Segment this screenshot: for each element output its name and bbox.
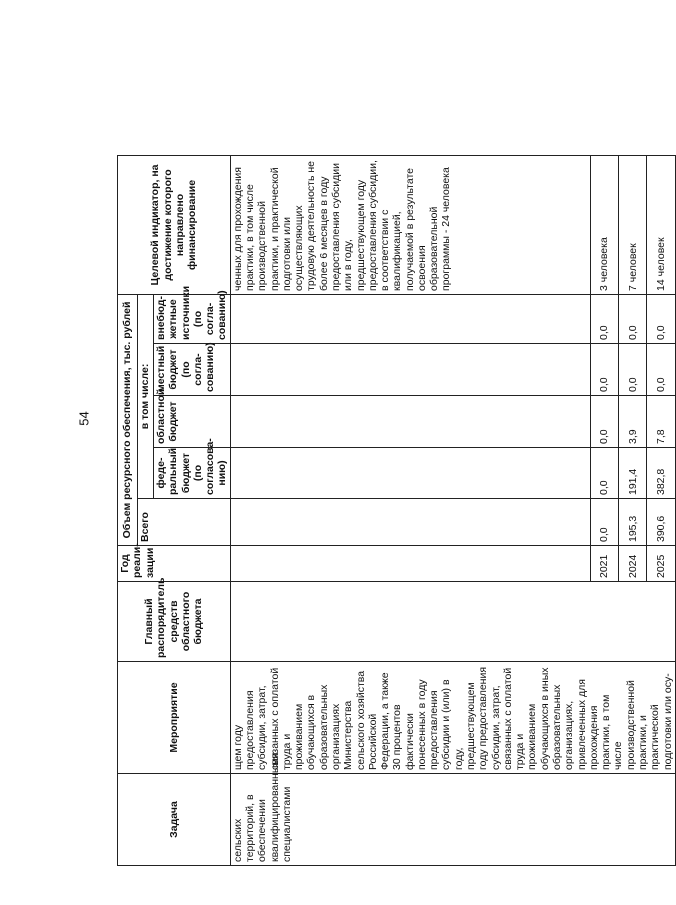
total-cell: 0,0: [590, 499, 618, 546]
header-total: Всего: [138, 499, 231, 546]
empty-federal-cell: [230, 448, 590, 499]
header-year: Год реали-зации: [118, 546, 231, 582]
header-funding: Объем ресурсного обеспечения, тыс. рублей: [118, 294, 138, 545]
header-task: Задача: [118, 774, 231, 866]
local-cell: 0,0: [590, 344, 618, 396]
header-including: в том числе:: [138, 294, 154, 498]
indicator-cell: 14 человек: [647, 155, 675, 294]
indicator-cell: 3 человека: [590, 155, 618, 294]
total-cell: 195,3: [619, 499, 647, 546]
extra-cell: 0,0: [647, 294, 675, 343]
rotated-table-container: [117, 156, 674, 866]
event-text: щем году предоставления субсидии, затрат, связанных с оплатой труда и проживанием обучающихся в образовательных организациях Министерства сельского хозяйства Российской Федерации, а также 30 процентов фактически понесенных в году предоставления субсидии и (или) в году, предшествующем году предоставления субсидии, затрат, связанных с оплатой труда и проживанием обучающихся в иных образовательных организациях, привлеченных для прохождения практики, в том числе производственной практики, и практической подготовки или осу-: [230, 662, 675, 774]
header-event: Мероприятие: [118, 662, 231, 774]
year-cell: 2021: [590, 546, 618, 582]
federal-cell: 0,0: [590, 448, 618, 499]
task-text: сельских территорий, в обеспечении квалифицированными специалистами: [230, 774, 675, 866]
empty-year-cell: [230, 546, 590, 582]
header-manager: Главный распорядитель средств областного бюджета: [118, 582, 231, 662]
federal-cell: 191,4: [619, 448, 647, 499]
header-regional: областной бюджет: [154, 396, 231, 448]
funding-table: [117, 155, 676, 866]
empty-local-cell: [230, 344, 590, 396]
page-number: 54: [76, 411, 92, 426]
manager-cell: [230, 582, 675, 662]
local-cell: 0,0: [619, 344, 647, 396]
regional-cell: 3,9: [619, 396, 647, 448]
year-cell: 2025: [647, 546, 675, 582]
indicator-cell: 7 человек: [619, 155, 647, 294]
header-federal: феде-ральный бюджет (по согласова-нию): [154, 448, 231, 499]
header-indicator: Целевой индикатор, на достижение которого направлено финансирование: [118, 155, 231, 294]
empty-total-cell: [230, 499, 590, 546]
federal-cell: 382,8: [647, 448, 675, 499]
local-cell: 0,0: [647, 344, 675, 396]
empty-regional-cell: [230, 396, 590, 448]
empty-extra-cell: [230, 294, 590, 343]
indicator-text: ченных для прохождения практики, в том числе производственной практики, и практической подготовки или осуществляющих трудовую деятельность не более 6 месяцев в году предоставления субсидии или в году, предшествующем году предоставления субсидии, в соответствии с квалификацией, получаемой в результате освоения образовательной программы - 24 человека: [230, 155, 590, 294]
regional-cell: 0,0: [590, 396, 618, 448]
regional-cell: 7,8: [647, 396, 675, 448]
header-extra: внебюд-жетные источники (по согла-сованию): [154, 294, 231, 343]
extra-cell: 0,0: [619, 294, 647, 343]
header-local: местный бюджет (по согла-сованию): [154, 344, 231, 396]
year-cell: 2024: [619, 546, 647, 582]
extra-cell: 0,0: [590, 294, 618, 343]
total-cell: 390,6: [647, 499, 675, 546]
